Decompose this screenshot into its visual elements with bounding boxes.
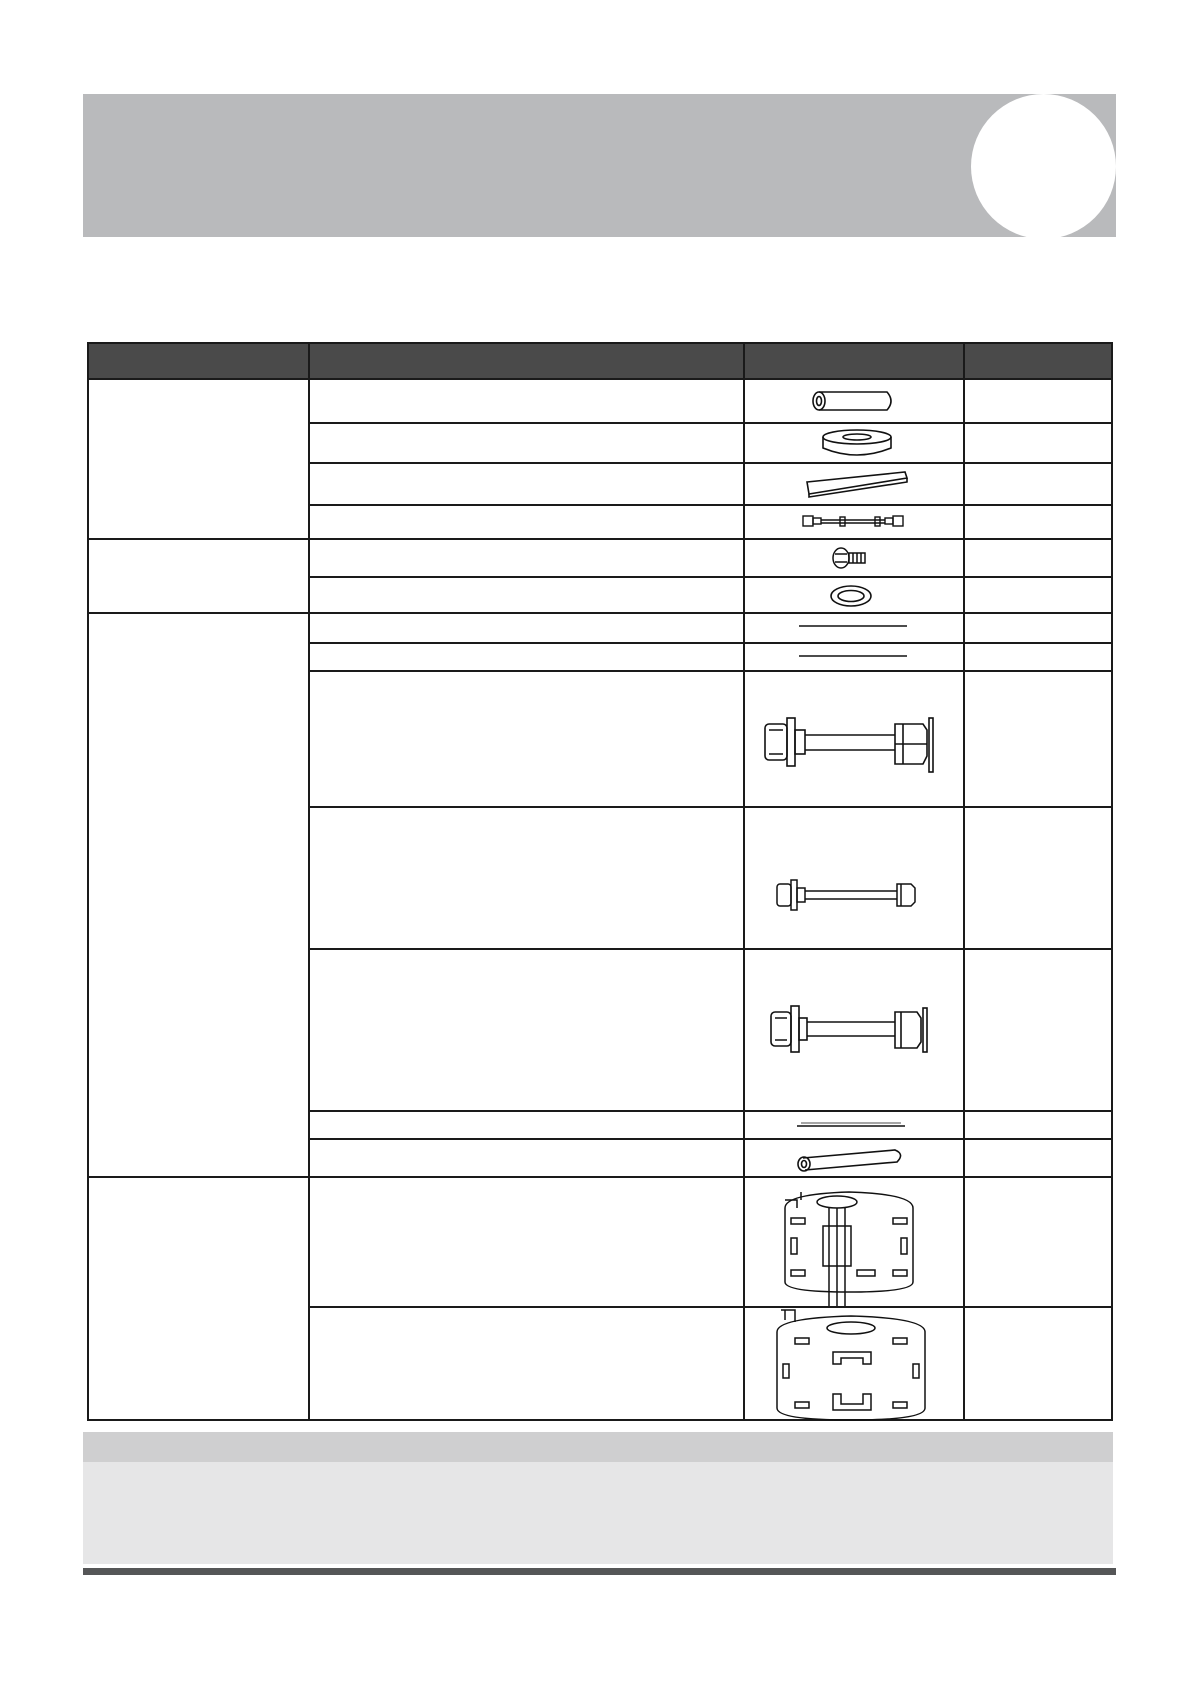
wire-drawing [745,644,963,670]
adapter-pipe-drawing [745,672,963,806]
row-divider [308,670,1111,672]
row-divider [308,504,1111,506]
adapter-pipe-drawing [745,808,963,948]
note-band [83,1432,1113,1564]
footer-rule [83,1568,1116,1575]
drain-joint-drawing [745,540,963,576]
row-divider [308,576,1111,578]
row-divider [308,806,1111,808]
cable-drawing [745,1112,963,1138]
tape-roll-drawing [745,424,963,462]
adapter-pipe-drawing [745,950,963,1110]
accessory-parts-table [87,342,1113,1421]
magnetic-ring-drawing [745,1308,963,1421]
row-divider [308,422,1111,424]
column-header-3 [745,344,963,378]
sleeve-tube-drawing [745,1140,963,1176]
row-divider [308,1138,1111,1140]
row-divider [308,948,1111,950]
section-header-band [83,94,1116,237]
flat-strip-drawing [745,464,963,504]
rubber-ring-drawing [745,578,963,612]
connecting-pipe-drawing [745,506,963,538]
row-divider [308,1110,1111,1112]
wire-drawing [745,614,963,642]
column-header-4 [965,344,1111,378]
row-divider [308,642,1111,644]
column-header-1 [89,344,308,378]
row-divider [308,462,1111,464]
note-header [83,1432,1113,1462]
row-divider [308,1306,1111,1308]
insulation-tube-drawing [745,380,963,422]
magnetic-ring-drawing [745,1178,963,1306]
column-header-2 [310,344,743,378]
section-number-badge [971,94,1116,237]
